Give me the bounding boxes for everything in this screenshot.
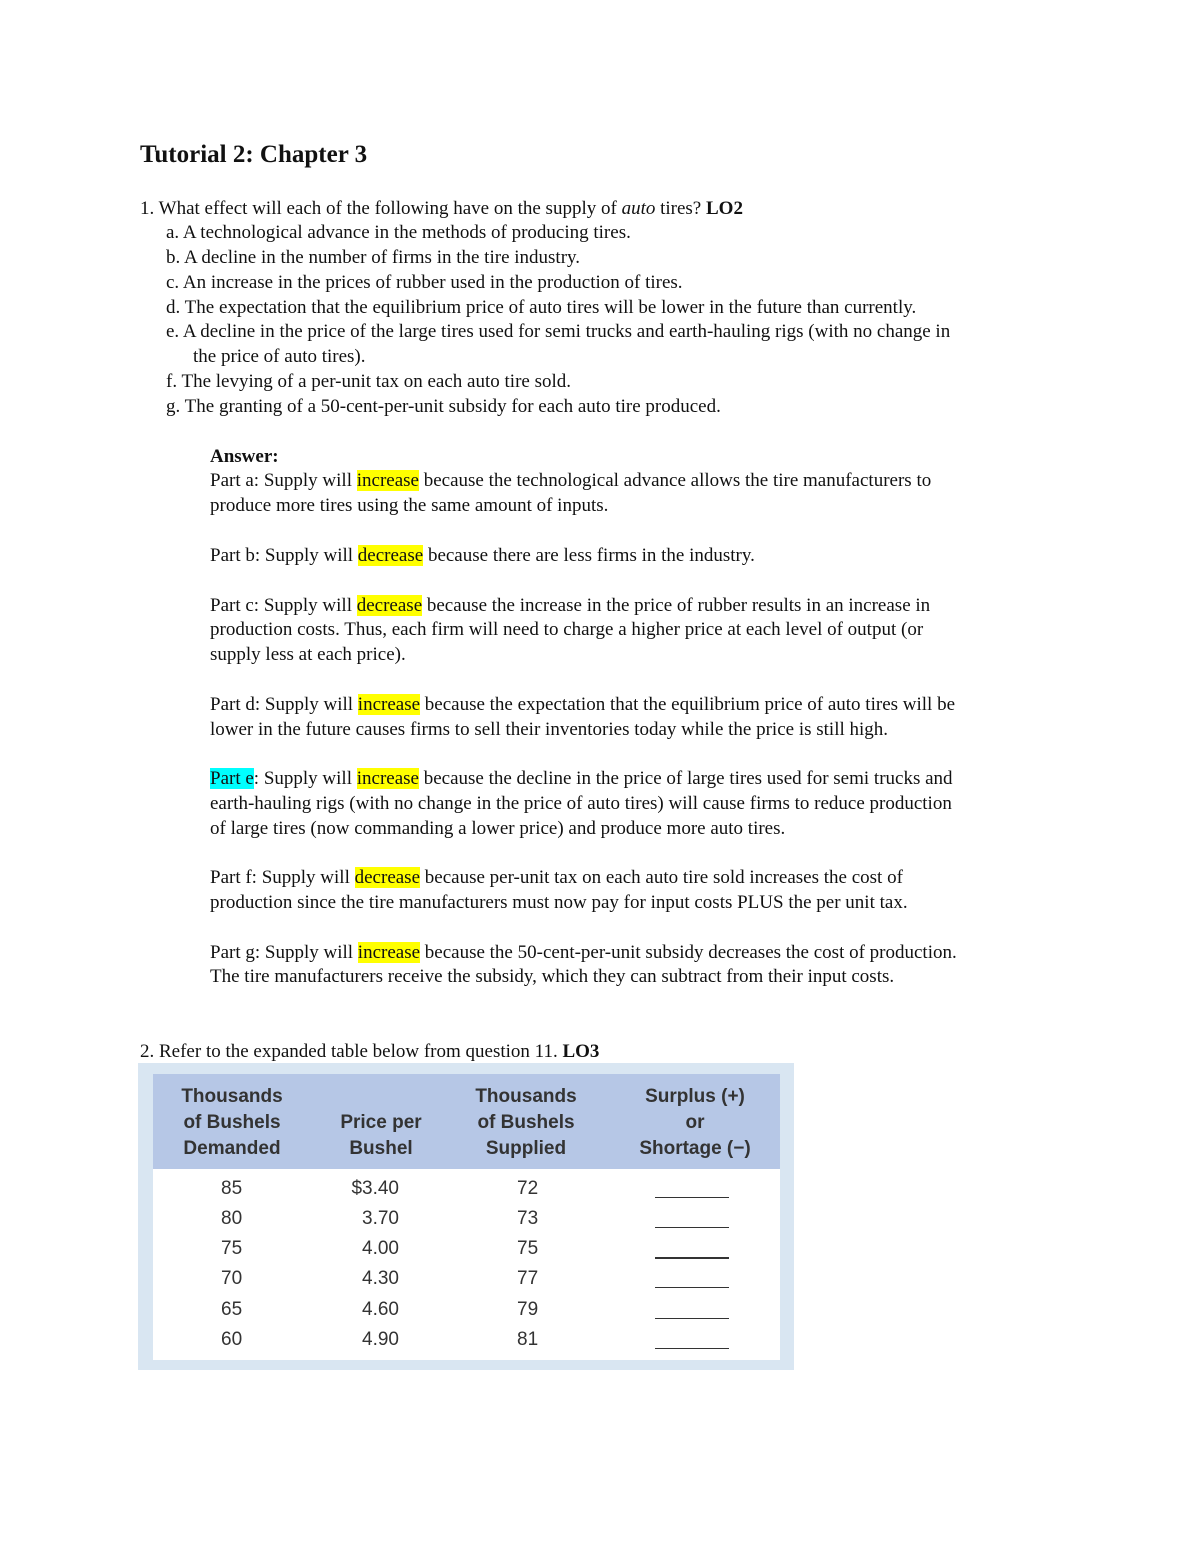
table-header	[153, 1074, 780, 1169]
cell-price: 4.30	[362, 1268, 399, 1289]
answer-f-pre: Part f: Supply will	[210, 867, 355, 888]
header-demanded	[167, 1084, 297, 1162]
answer-g-pre: Part g: Supply will	[210, 942, 358, 963]
answer-e-post: because the decline in the price of large tires used for semi trucks and	[418, 768, 953, 789]
bushels-table	[138, 1063, 794, 1370]
question-1-item-e-cont: the price of auto tires).	[193, 346, 366, 367]
answer-a-post: because the technological advance allows the tire manufacturers to	[418, 470, 932, 491]
cell-supplied: 75	[517, 1238, 539, 1259]
answer-e-highlight: increase	[356, 768, 419, 789]
header-supplied	[466, 1084, 586, 1162]
question-2	[140, 1040, 599, 1064]
question-1-item-g: g. The granting of a 50-cent-per-unit subsidy for each auto tire produced.	[166, 396, 721, 417]
header-supplied-line: Supplied	[485, 1138, 567, 1159]
answer-blank[interactable]	[655, 1337, 729, 1349]
answer-c-highlight: decrease	[356, 595, 423, 616]
question-1-suffix: tires?	[655, 198, 706, 219]
cell-supplied: 77	[517, 1268, 539, 1289]
question-1-prefix: 1. What effect will each of the following have on the supply of	[140, 198, 622, 219]
answer-part-f-line2: production since the tire manufacturers must now pay for input costs PLUS the per unit tax.	[210, 892, 908, 913]
question-2-tag: LO3	[562, 1041, 600, 1062]
answer-blank[interactable]	[655, 1276, 729, 1288]
header-surplus-line: or	[685, 1112, 705, 1133]
answer-heading: Answer:	[210, 446, 279, 467]
question-1-item-e: e. A decline in the price of the large tires used for semi trucks and earth-hauling rigs (with no change in	[166, 321, 951, 342]
answer-part-g	[210, 941, 957, 965]
answer-part-c-line2: production costs. Thus, each firm will need to charge a higher price at each level of output (or	[210, 619, 924, 640]
question-1-item-d: d. The expectation that the equilibrium price of auto tires will be lower in the future than currently.	[166, 297, 917, 318]
answer-g-highlight: increase	[357, 942, 421, 963]
answer-part-c	[210, 594, 930, 618]
question-1-item-c: c. An increase in the prices of rubber used in the production of tires.	[166, 272, 683, 293]
cell-demanded: 60	[221, 1329, 243, 1350]
answer-blank[interactable]	[655, 1246, 729, 1259]
cell-price: 4.00	[362, 1238, 399, 1259]
cell-supplied: 81	[517, 1329, 539, 1350]
answer-e-pre: : Supply will	[253, 768, 357, 789]
header-supplied-line: Thousands	[475, 1086, 577, 1107]
question-1-item-f: f. The levying of a per-unit tax on each auto tire sold.	[166, 371, 572, 392]
cell-supplied: 73	[517, 1208, 539, 1229]
answer-b-pre: Part b: Supply will	[210, 545, 358, 566]
answer-a-highlight: increase	[356, 470, 419, 491]
cell-price: 4.90	[362, 1329, 399, 1350]
answer-d-post: because the expectation that the equilibrium price of auto tires will be	[420, 694, 956, 715]
answer-b-post: because there are less firms in the industry.	[423, 545, 755, 566]
answer-part-a	[210, 469, 931, 493]
answer-f-post: because per-unit tax on each auto tire sold increases the cost of	[420, 867, 903, 888]
header-demanded-line: Demanded	[183, 1138, 281, 1159]
answer-blank[interactable]	[655, 1186, 729, 1198]
header-surplus-line: Surplus (+)	[645, 1086, 745, 1107]
header-demanded-line: Thousands	[181, 1086, 283, 1107]
answer-f-highlight: decrease	[354, 867, 421, 888]
header-demanded-line: of Bushels	[183, 1112, 281, 1133]
question-1-italic: auto	[621, 198, 656, 219]
answer-part-b	[210, 544, 755, 568]
answer-blank[interactable]	[655, 1216, 729, 1228]
answer-d-highlight: increase	[357, 694, 421, 715]
cell-demanded: 65	[221, 1299, 243, 1320]
answer-part-d-line2: lower in the future causes firms to sell their inventories today while the price is still high.	[210, 719, 889, 740]
cell-supplied: 72	[517, 1178, 539, 1199]
cell-price: $3.40	[351, 1178, 399, 1199]
answer-c-post: because the increase in the price of rubber results in an increase in	[422, 595, 931, 616]
header-supplied-line: of Bushels	[477, 1112, 575, 1133]
question-1-item-a: a. A technological advance in the methods of producing tires.	[166, 222, 631, 243]
bushels-table-body	[153, 1074, 780, 1360]
cell-price: 3.70	[362, 1208, 399, 1229]
answer-part-g-line2: The tire manufacturers receive the subsidy, which they can subtract from their input costs.	[210, 966, 895, 987]
answer-part-c-line3: supply less at each price).	[210, 644, 406, 665]
cell-supplied: 79	[517, 1299, 539, 1320]
cell-demanded: 75	[221, 1238, 243, 1259]
answer-c-pre: Part c: Supply will	[210, 595, 357, 616]
question-1	[140, 197, 743, 221]
question-1-tag: LO2	[706, 198, 743, 219]
answer-d-pre: Part d: Supply will	[210, 694, 358, 715]
cell-demanded: 85	[221, 1178, 243, 1199]
answer-g-post: because the 50-cent-per-unit subsidy decreases the cost of production.	[420, 942, 957, 963]
question-2-text: 2. Refer to the expanded table below from question 11.	[140, 1041, 563, 1062]
cell-demanded: 70	[221, 1268, 243, 1289]
answer-b-highlight: decrease	[357, 545, 424, 566]
answer-part-e-line2: earth-hauling rigs (with no change in the price of auto tires) will cause firms to reduce production	[210, 793, 952, 814]
page-title: Tutorial 2: Chapter 3	[140, 141, 368, 168]
header-price-line: Price per	[340, 1112, 422, 1133]
header-surplus	[620, 1084, 770, 1162]
answer-part-e-line3: of large tires (now commanding a lower price) and produce more auto tires.	[210, 818, 786, 839]
question-1-item-b: b. A decline in the number of firms in the tire industry.	[166, 247, 581, 268]
answer-part-f	[210, 866, 903, 890]
cell-price: 4.60	[362, 1299, 399, 1320]
header-surplus-line: Shortage (−)	[639, 1138, 751, 1159]
answer-blank[interactable]	[655, 1307, 729, 1319]
header-price-line: Bushel	[349, 1138, 413, 1159]
header-price	[326, 1110, 436, 1162]
answer-a-pre: Part a: Supply will	[210, 470, 357, 491]
answer-e-label: Part e	[210, 768, 254, 789]
answer-part-a-line2: produce more tires using the same amount of inputs.	[210, 495, 609, 516]
cell-demanded: 80	[221, 1208, 243, 1229]
answer-part-d	[210, 693, 955, 717]
answer-part-e	[210, 767, 953, 791]
